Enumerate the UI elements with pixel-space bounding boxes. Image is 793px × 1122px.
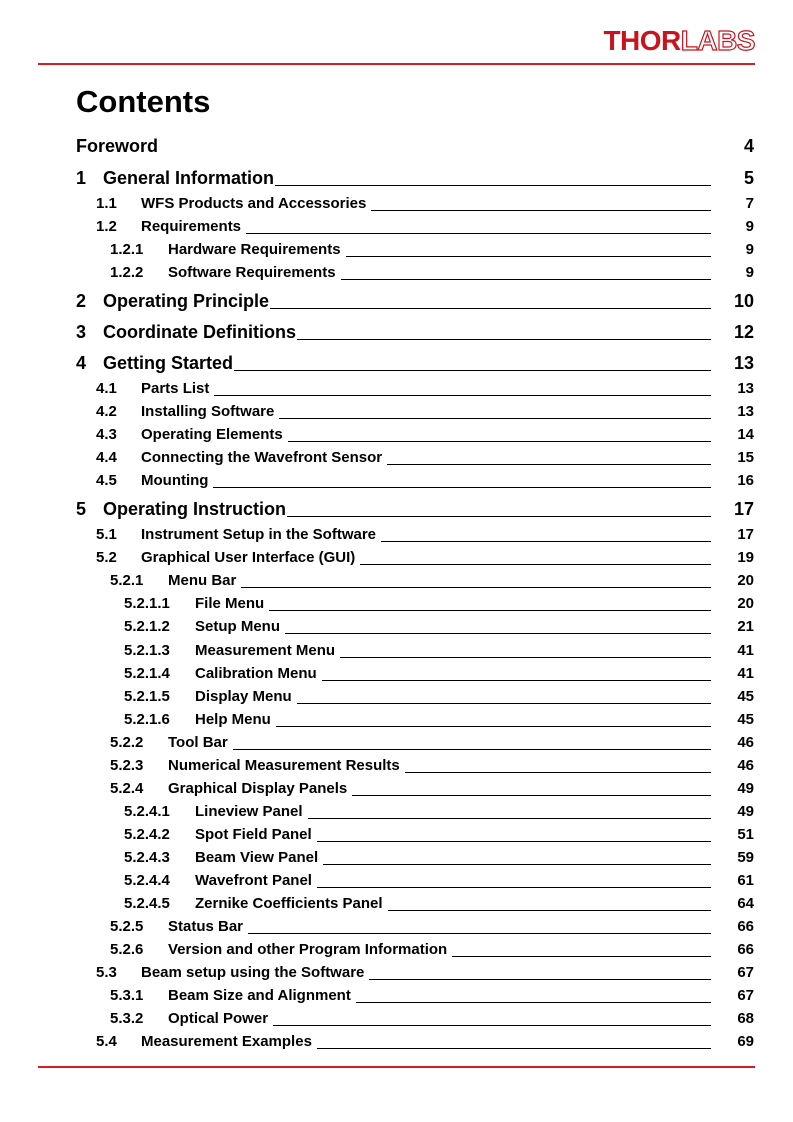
toc-leader-line [213,487,711,488]
toc-entry-title: Beam Size and Alignment [168,987,351,1004]
toc-entry-title: Foreword [76,136,159,156]
toc-entry-number: 5.2.6 [110,941,144,958]
toc-entry-page: 67 [737,987,754,1004]
toc-entry-page: 17 [737,526,754,543]
toc-entry-page: 13 [737,403,754,420]
toc-entry[interactable] [0,802,793,822]
toc-entry-page: 49 [737,780,754,797]
toc-entry-number: 5.2.5 [110,918,144,935]
toc-entry-page: 61 [737,872,754,889]
toc-entry-title: Parts List [141,380,210,397]
toc-entry[interactable] [0,594,793,614]
toc-entry-title: Zernike Coefficients Panel [195,895,383,912]
toc-leader-line [269,610,711,611]
toc-entry-number: 3 [76,322,87,342]
toc-entry[interactable] [0,940,793,960]
toc-entry-title: Tool Bar [168,734,228,751]
toc-entry-title: Requirements [141,218,242,235]
toc-entry-page: 45 [737,688,754,705]
toc-entry-title: Coordinate Definitions [103,322,296,342]
toc-entry[interactable] [0,1009,793,1029]
toc-entry[interactable] [0,848,793,868]
toc-entry[interactable] [0,290,793,312]
toc-leader-line [270,308,711,309]
toc-entry-title: Installing Software [141,403,275,420]
toc-entry-page: 66 [737,941,754,958]
toc-entry-number: 5.2.1.4 [124,665,170,682]
toc-entry-title: Spot Field Panel [195,826,312,843]
toc-entry-page: 13 [733,353,754,373]
toc-entry-title: Operating Principle [103,291,270,311]
toc-entry-title: Lineview Panel [195,803,303,820]
toc-entry-page: 45 [737,711,754,728]
toc-entry[interactable] [0,425,793,445]
toc-entry-number: 5.3.1 [110,987,144,1004]
toc-leader-line [317,841,711,842]
toc-leader-line [317,1048,711,1049]
toc-entry-page: 20 [737,572,754,589]
toc-entry-number: 4.2 [96,403,117,420]
toc-entry-page: 51 [737,826,754,843]
toc-entry-title: Status Bar [168,918,244,935]
toc-entry-page: 21 [737,618,754,635]
toc-entry-title: Help Menu [195,711,271,728]
toc-entry-page: 46 [737,757,754,774]
toc-entry[interactable] [0,779,793,799]
toc-entry-page: 12 [733,322,754,342]
toc-entry[interactable] [0,548,793,568]
toc-entry-title: Optical Power [168,1010,269,1027]
toc-leader-line [297,339,711,340]
toc-leader-line [276,726,711,727]
toc-entry-title: Operating Elements [141,426,283,443]
toc-entry[interactable] [0,167,793,189]
toc-entry[interactable] [0,217,793,237]
toc-entry-number: 5.2.3 [110,757,144,774]
toc-entry[interactable] [0,471,793,491]
toc-leader-line [246,233,711,234]
toc-leader-line [279,418,711,419]
toc-entry[interactable] [0,963,793,983]
toc-leader-line [322,680,711,681]
toc-entry[interactable] [0,986,793,1006]
toc-entry-page: 10 [733,291,754,311]
toc-leader-line [371,210,711,211]
toc-entry[interactable] [0,240,793,260]
toc-entry[interactable] [0,641,793,661]
toc-entry[interactable] [0,448,793,468]
toc-entry-title: Instrument Setup in the Software [141,526,377,543]
toc-leader-line [234,370,711,371]
toc-entry-page: 66 [737,918,754,935]
toc-entry-title: Beam View Panel [195,849,319,866]
toc-leader-line [323,864,711,865]
toc-entry-title: WFS Products and Accessories [141,195,367,212]
toc-entry-number: 5.2.1.5 [124,688,170,705]
toc-entry-number: 4.4 [96,449,117,466]
toc-entry-page: 9 [745,264,754,281]
toc-entry-number: 2 [76,291,87,311]
toc-leader-line [381,541,711,542]
toc-entry-page: 49 [737,803,754,820]
toc-entry[interactable] [0,194,793,214]
toc-entry-page: 19 [737,549,754,566]
toc-entry[interactable] [0,1032,793,1052]
toc-leader-line [387,464,711,465]
toc-entry-page: 46 [737,734,754,751]
toc-entry-number: 5.2.1.1 [124,595,170,612]
toc-entry[interactable] [0,687,793,707]
toc-entry-title: File Menu [195,595,265,612]
toc-entry-title: Calibration Menu [195,665,317,682]
toc-entry-number: 4 [76,353,87,373]
toc-entry[interactable] [0,825,793,845]
toc-entry-number: 5.4 [96,1033,117,1050]
toc-entry[interactable] [0,402,793,422]
toc-entry-title: Measurement Examples [141,1033,312,1050]
toc-entry[interactable] [0,571,793,591]
toc-entry-page: 5 [743,168,754,188]
toc-entry-number: 5.1 [96,526,117,543]
toc-entry-page: 69 [737,1033,754,1050]
toc-entry-page: 59 [737,849,754,866]
toc-entry-number: 4.5 [96,472,117,489]
toc-entry-page: 41 [737,665,754,682]
toc-entry[interactable] [0,664,793,684]
toc-entry-page: 20 [737,595,754,612]
toc-entry[interactable] [0,917,793,937]
toc-leader-line [356,1002,711,1003]
toc-entry-page: 16 [737,472,754,489]
toc-leader-line [352,795,711,796]
toc-entry-title: Getting Started [103,353,234,373]
toc-leader-line [297,703,711,704]
toc-entry-page: 9 [745,241,754,258]
page-title: Contents [76,84,211,119]
toc-leader-line [388,910,711,911]
toc-leader-line [275,185,711,186]
toc-entry-title: Mounting [141,472,209,489]
toc-entry-number: 5 [76,499,87,519]
toc-entry[interactable] [0,263,793,283]
toc-entry-number: 1 [76,168,87,188]
toc-entry-page: 9 [745,218,754,235]
toc-entry-title: Numerical Measurement Results [168,757,400,774]
footer-divider [38,1066,755,1068]
toc-entry-title: Wavefront Panel [195,872,312,889]
thorlabs-logo [603,26,755,56]
toc-entry-page: 13 [737,380,754,397]
toc-entry-page: 68 [737,1010,754,1027]
toc-entry-title: Hardware Requirements [168,241,341,258]
toc-leader-line [285,633,711,634]
toc-leader-line [308,818,711,819]
toc-entry-title: Operating Instruction [103,499,287,519]
toc-entry-page: 67 [737,964,754,981]
toc-entry-number: 5.2.4 [110,780,144,797]
logo-labs-text: LABS [680,25,755,56]
toc-entry[interactable] [0,352,793,374]
toc-entry-page: 7 [745,195,754,212]
toc-entry-number: 5.2.4.3 [124,849,170,866]
toc-entry[interactable] [0,871,793,891]
toc-entry[interactable] [0,617,793,637]
toc-leader-line [241,587,711,588]
toc-entry-title: Setup Menu [195,618,280,635]
toc-entry[interactable] [0,710,793,730]
toc-entry-number: 1.2.2 [110,264,144,281]
toc-leader-line [273,1025,711,1026]
toc-leader-line [317,887,711,888]
toc-entry-number: 5.3 [96,964,117,981]
toc-leader-line [341,279,711,280]
toc-entry-page: 64 [737,895,754,912]
toc-entry-title: Graphical Display Panels [168,780,348,797]
toc-entry-number: 4.3 [96,426,117,443]
toc-entry-title: Version and other Program Information [168,941,448,958]
toc-entry-number: 5.2.1.3 [124,642,170,659]
toc-entry-title: Menu Bar [168,572,237,589]
toc-entry-number: 5.2.1.2 [124,618,170,635]
header-divider [38,63,755,65]
toc-entry-page: 15 [737,449,754,466]
toc-entry-page: 17 [733,499,754,519]
toc-entry[interactable] [0,498,793,520]
toc-entry-number: 5.2 [96,549,117,566]
toc-entry-title: Display Menu [195,688,292,705]
toc-leader-line [369,979,711,980]
toc-entry-number: 5.2.4.1 [124,803,170,820]
toc-entry-title: Measurement Menu [195,642,336,659]
toc-leader-line [248,933,711,934]
toc-leader-line [340,657,711,658]
toc-entry[interactable] [0,379,793,399]
toc-entry-title: Software Requirements [168,264,336,281]
toc-entry-number: 1.2 [96,218,117,235]
toc-entry-page: 41 [737,642,754,659]
toc-entry-number: 1.1 [96,195,117,212]
toc-entry[interactable] [0,321,793,343]
toc-entry-page: 4 [743,136,754,156]
toc-entry-title: Graphical User Interface (GUI) [141,549,356,566]
toc-leader-line [287,516,711,517]
toc-entry-number: 5.2.2 [110,734,144,751]
toc-leader-line [346,256,711,257]
toc-entry[interactable] [0,894,793,914]
toc-entry-page: 14 [737,426,754,443]
toc-entry-number: 5.2.4.2 [124,826,170,843]
toc-entry-number: 5.2.4.4 [124,872,170,889]
toc-leader-line [233,749,711,750]
toc-entry-title: General Information [103,168,275,188]
toc-entry[interactable] [0,525,793,545]
toc-entry-title: Beam setup using the Software [141,964,365,981]
toc-leader-line [288,441,711,442]
toc-leader-line [214,395,711,396]
toc-leader-line [452,956,711,957]
toc-entry[interactable] [0,135,793,157]
toc-leader-line [360,564,711,565]
toc-leader-line [405,772,711,773]
toc-entry-number: 5.2.1.6 [124,711,170,728]
toc-entry[interactable] [0,733,793,753]
toc-entry-number: 5.2.4.5 [124,895,170,912]
logo-thor-text: THOR [603,25,681,56]
toc-entry-number: 5.2.1 [110,572,144,589]
toc-entry-title: Connecting the Wavefront Sensor [141,449,383,466]
toc-entry[interactable] [0,756,793,776]
toc-entry-number: 4.1 [96,380,117,397]
toc-entry-number: 5.3.2 [110,1010,144,1027]
toc-entry-number: 1.2.1 [110,241,144,258]
